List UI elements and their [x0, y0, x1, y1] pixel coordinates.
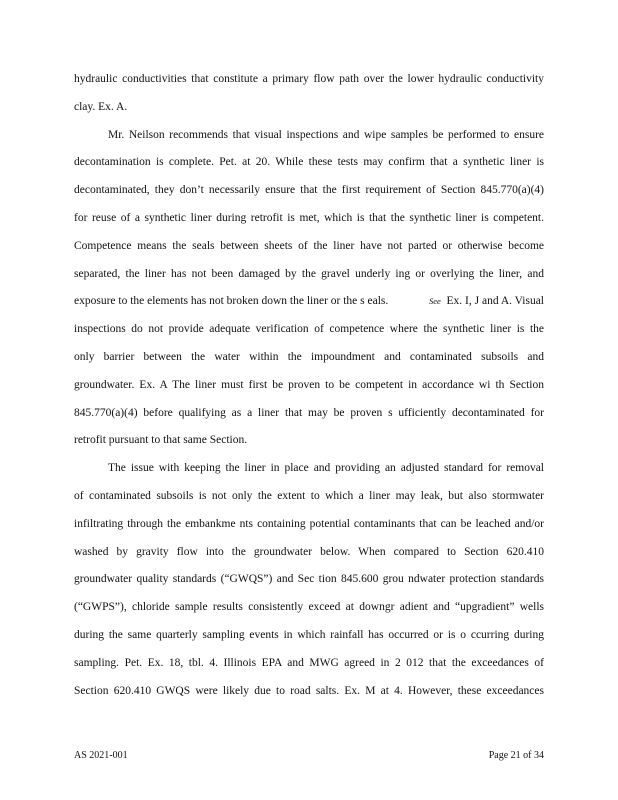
text-line: (“GWPS”), chloride sample results consistently exceed at downgr adient and “upgradient” wells	[74, 601, 544, 614]
text-line: Section 620.410 GWQS were likely due to road salts. Ex. M at 4. However, these exceedances	[74, 684, 544, 697]
text-line: of contaminated subsoils is not only the extent to which a liner may leak, but also stormwater	[74, 489, 544, 502]
text-line: 845.770(a)(4) before qualifying as a liner that may be proven s ufficiently decontaminated for	[74, 406, 544, 419]
docket-number: AS 2021-001	[74, 750, 128, 761]
text-line: groundwater quality standards (“GWQS”) and Sec tion 845.600 grou ndwater protection standards	[74, 573, 544, 586]
text-line: inspections do not provide adequate verification of competence where the synthetic liner is the	[74, 323, 544, 336]
text-line: infiltrating through the embankme nts containing potential contaminants that can be leached and/or	[74, 517, 544, 530]
text-line: retrofit pursuant to that same Section.	[74, 434, 248, 447]
text-line: sampling. Pet. Ex. 18, tbl. 4. Illinois EPA and MWG agreed in 2 012 that the exceedances of	[74, 656, 544, 669]
text-line: only barrier between the water within the impoundment and contaminated subsoils and	[74, 350, 544, 363]
text-line: during the same quarterly sampling events in which rainfall has occurred or is o ccurring during	[74, 628, 544, 641]
text-line-segment: Ex. I, J and A. Visual	[446, 295, 544, 308]
text-line: Competence means the seals between sheets of the liner have not parted or otherwise become	[74, 239, 544, 252]
text-line: Mr. Neilson recommends that visual inspections and wipe samples be performed to ensure	[108, 128, 544, 141]
see-signal: See	[428, 296, 441, 307]
text-line: groundwater. Ex. A The liner must first be proven to be competent in accordance wi th Section	[74, 378, 544, 391]
text-line: clay. Ex. A.	[74, 100, 128, 113]
text-line: washed by gravity flow into the groundwater below. When compared to Section 620.410	[74, 545, 544, 558]
text-line: The issue with keeping the liner in place and providing an adjusted standard for removal	[108, 462, 544, 475]
text-line: hydraulic conductivities that constitute a primary flow path over the lower hydraulic conductivity	[74, 73, 544, 85]
text-line: separated, the liner has not been damaged by the gravel underly ing or overlying the liner, and	[74, 267, 544, 280]
text-line-segment: exposure to the elements has not broken down the liner or the s eals.	[74, 295, 389, 308]
page-footer	[74, 750, 544, 761]
page-number: Page 21 of 34	[488, 750, 544, 761]
text-line	[74, 288, 544, 316]
body-text	[74, 66, 544, 705]
text-line: decontaminated, they don’t necessarily ensure that the first requirement of Section 845.770(a)(4)	[74, 184, 544, 197]
text-line: for reuse of a synthetic liner during retrofit is met, which is that the synthetic liner is competent.	[74, 211, 544, 224]
text-line: decontamination is complete. Pet. at 20. While these tests may confirm that a synthetic liner is	[74, 156, 544, 169]
